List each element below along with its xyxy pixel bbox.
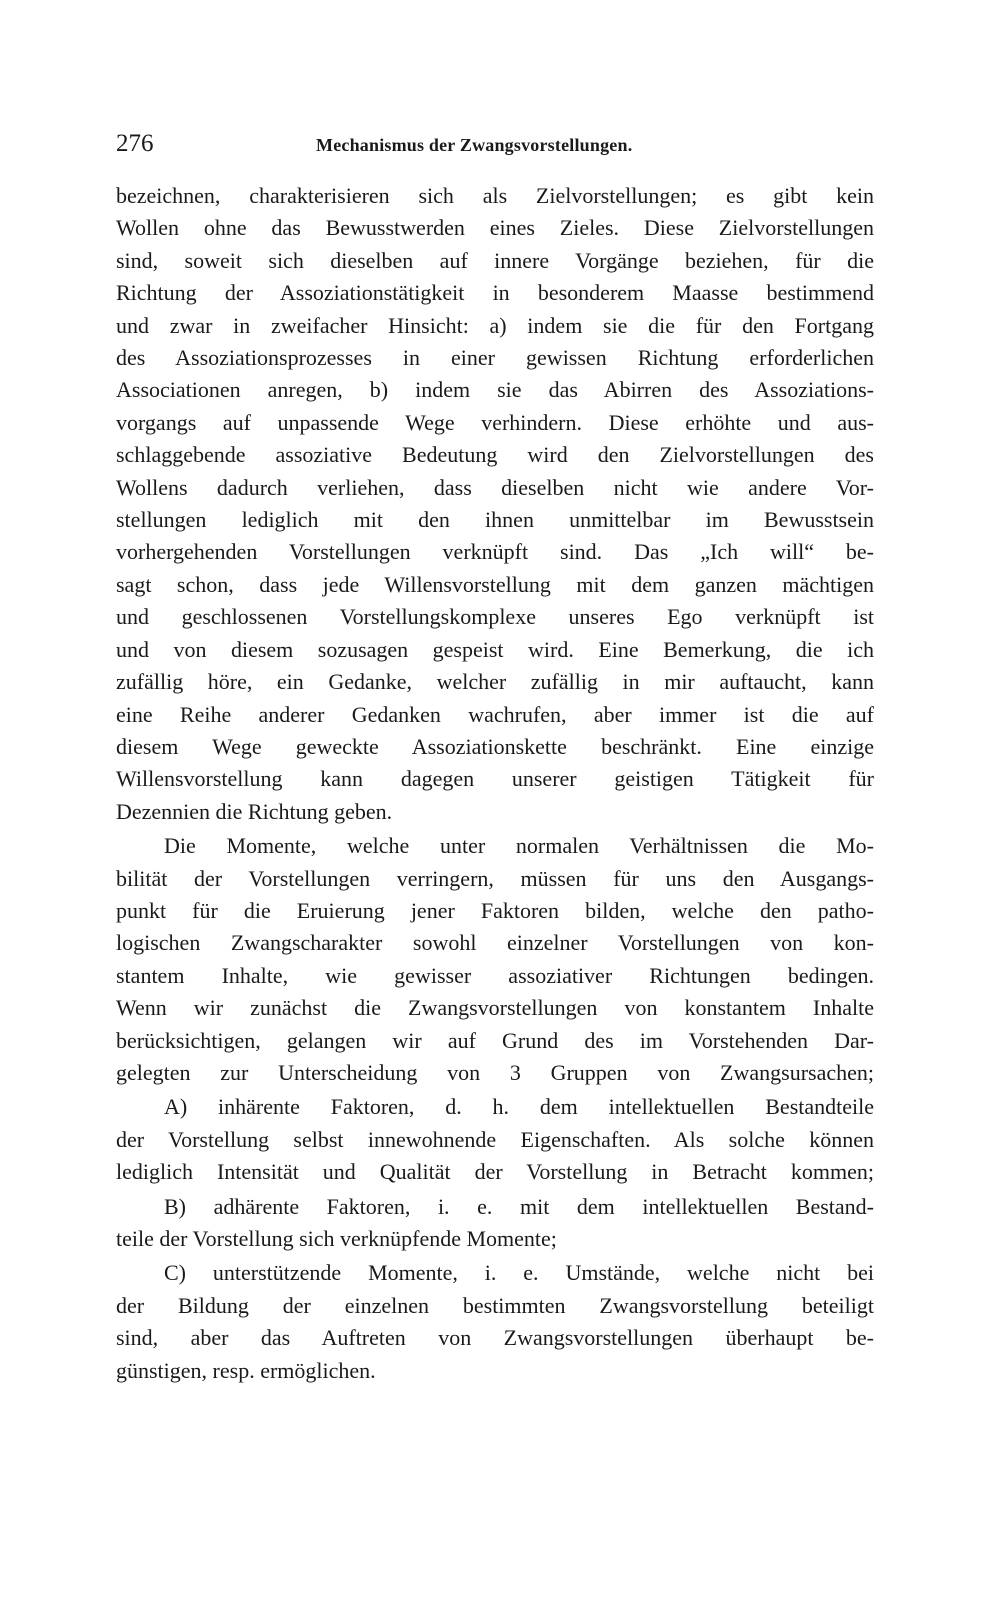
text-line: und von diesem sozusagen gespeist wird. Eine Bemerkung, die ich [116, 636, 874, 662]
list-item-b [116, 1191, 874, 1256]
text-line: berücksichtigen, gelangen wir auf Grund des im Vorstehenden Dar- [116, 1027, 874, 1053]
text-line: bilität der Vorstellungen verringern, müssen für uns den Ausgangs- [116, 865, 874, 891]
text-line: zufällig höre, ein Gedanke, welcher zufällig in mir auftaucht, kann [116, 669, 874, 695]
text-line: bezeichnen, charakterisieren sich als Zielvorstellungen; es gibt kein [116, 183, 874, 208]
text-line: Associationen anregen, b) indem sie das Abirren des Assoziations- [116, 377, 874, 403]
text-line: vorgangs auf unpassende Wege verhindern. Diese erhöhte und aus- [116, 409, 874, 435]
text-line: stantem Inhalte, wie gewisser assoziativer Richtungen bedingen. [116, 962, 874, 988]
text-line: der Vorstellung selbst innewohnende Eigenschaften. Als solche können [116, 1126, 874, 1152]
text-line: sagt schon, dass jede Willensvorstellung mit dem ganzen mächtigen [116, 571, 874, 597]
text-line: Richtung der Assoziationstätigkeit in besonderem Maasse bestimmend [116, 280, 874, 306]
text-line: eine Reihe anderer Gedanken wachrufen, aber immer ist die auf [116, 701, 874, 727]
text-line: Wollen ohne das Bewusstwerden eines Zieles. Diese Zielvorstellungen [116, 215, 874, 241]
text-line: B) adhärente Faktoren, i. e. mit dem intellektuellen Bestand- [164, 1193, 874, 1219]
text-line: diesem Wege geweckte Assoziationskette beschränkt. Eine einzige [116, 733, 874, 759]
text-line: und zwar in zweifacher Hinsicht: a) indem sie die für den Fortgang [116, 312, 874, 338]
text-line: stellungen lediglich mit den ihnen unmittelbar im Bewusstsein [116, 507, 874, 533]
running-title: Mechanismus der Zwangsvorstellungen. [316, 135, 633, 155]
text-line: teile der Vorstellung sich verknüpfende Momente; [116, 1226, 557, 1251]
text-line: vorhergehenden Vorstellungen verknüpft sind. Das „Ich will“ be- [116, 539, 874, 565]
text-line: Wenn wir zunächst die Zwangsvorstellungen von konstantem Inhalte [116, 995, 874, 1021]
list-item-c [116, 1257, 874, 1387]
running-head [116, 128, 876, 160]
text-line: der Bildung der einzelnen bestimmten Zwangsvorstellung beteiligt [116, 1292, 874, 1318]
text-line: und geschlossenen Vorstellungskomplexe unseres Ego verknüpft ist [116, 604, 874, 630]
text-line: des Assoziationsprozesses in einer gewissen Richtung erforderlichen [116, 345, 874, 371]
text-line: A) inhärente Faktoren, d. h. dem intellektuellen Bestandteile [164, 1094, 874, 1120]
text-line: lediglich Intensität und Qualität der Vorstellung in Betracht kommen; [116, 1159, 874, 1185]
body-text [116, 180, 874, 1387]
text-line: C) unterstützende Momente, i. e. Umstände, welche nicht bei [164, 1260, 874, 1286]
paragraph-2 [116, 830, 874, 1089]
text-line: sind, aber das Auftreten von Zwangsvorstellungen überhaupt be- [116, 1325, 874, 1351]
paragraph-1 [116, 180, 874, 828]
text-line: gelegten zur Unterscheidung von 3 Gruppen von Zwangsursachen; [116, 1059, 874, 1085]
text-line: sind, soweit sich dieselben auf innere Vorgänge beziehen, für die [116, 247, 874, 273]
text-line: Die Momente, welche unter normalen Verhältnissen die Mo- [164, 833, 874, 859]
text-line: Dezennien die Richtung geben. [116, 798, 393, 824]
page-number: 276 [116, 130, 154, 157]
text-line: logischen Zwangscharakter sowohl einzelner Vorstellungen von kon- [116, 930, 874, 956]
list-item-a [116, 1091, 874, 1188]
text-line: schlaggebende assoziative Bedeutung wird den Zielvorstellungen des [116, 442, 874, 468]
text-line: günstigen, resp. ermöglichen. [116, 1357, 376, 1383]
text-line: Wollens dadurch verliehen, dass dieselben nicht wie andere Vor- [116, 474, 874, 500]
text-line: Willensvorstellung kann dagegen unserer geistigen Tätigkeit für [116, 766, 874, 792]
text-line: punkt für die Eruierung jener Faktoren bilden, welche den patho- [116, 897, 874, 923]
